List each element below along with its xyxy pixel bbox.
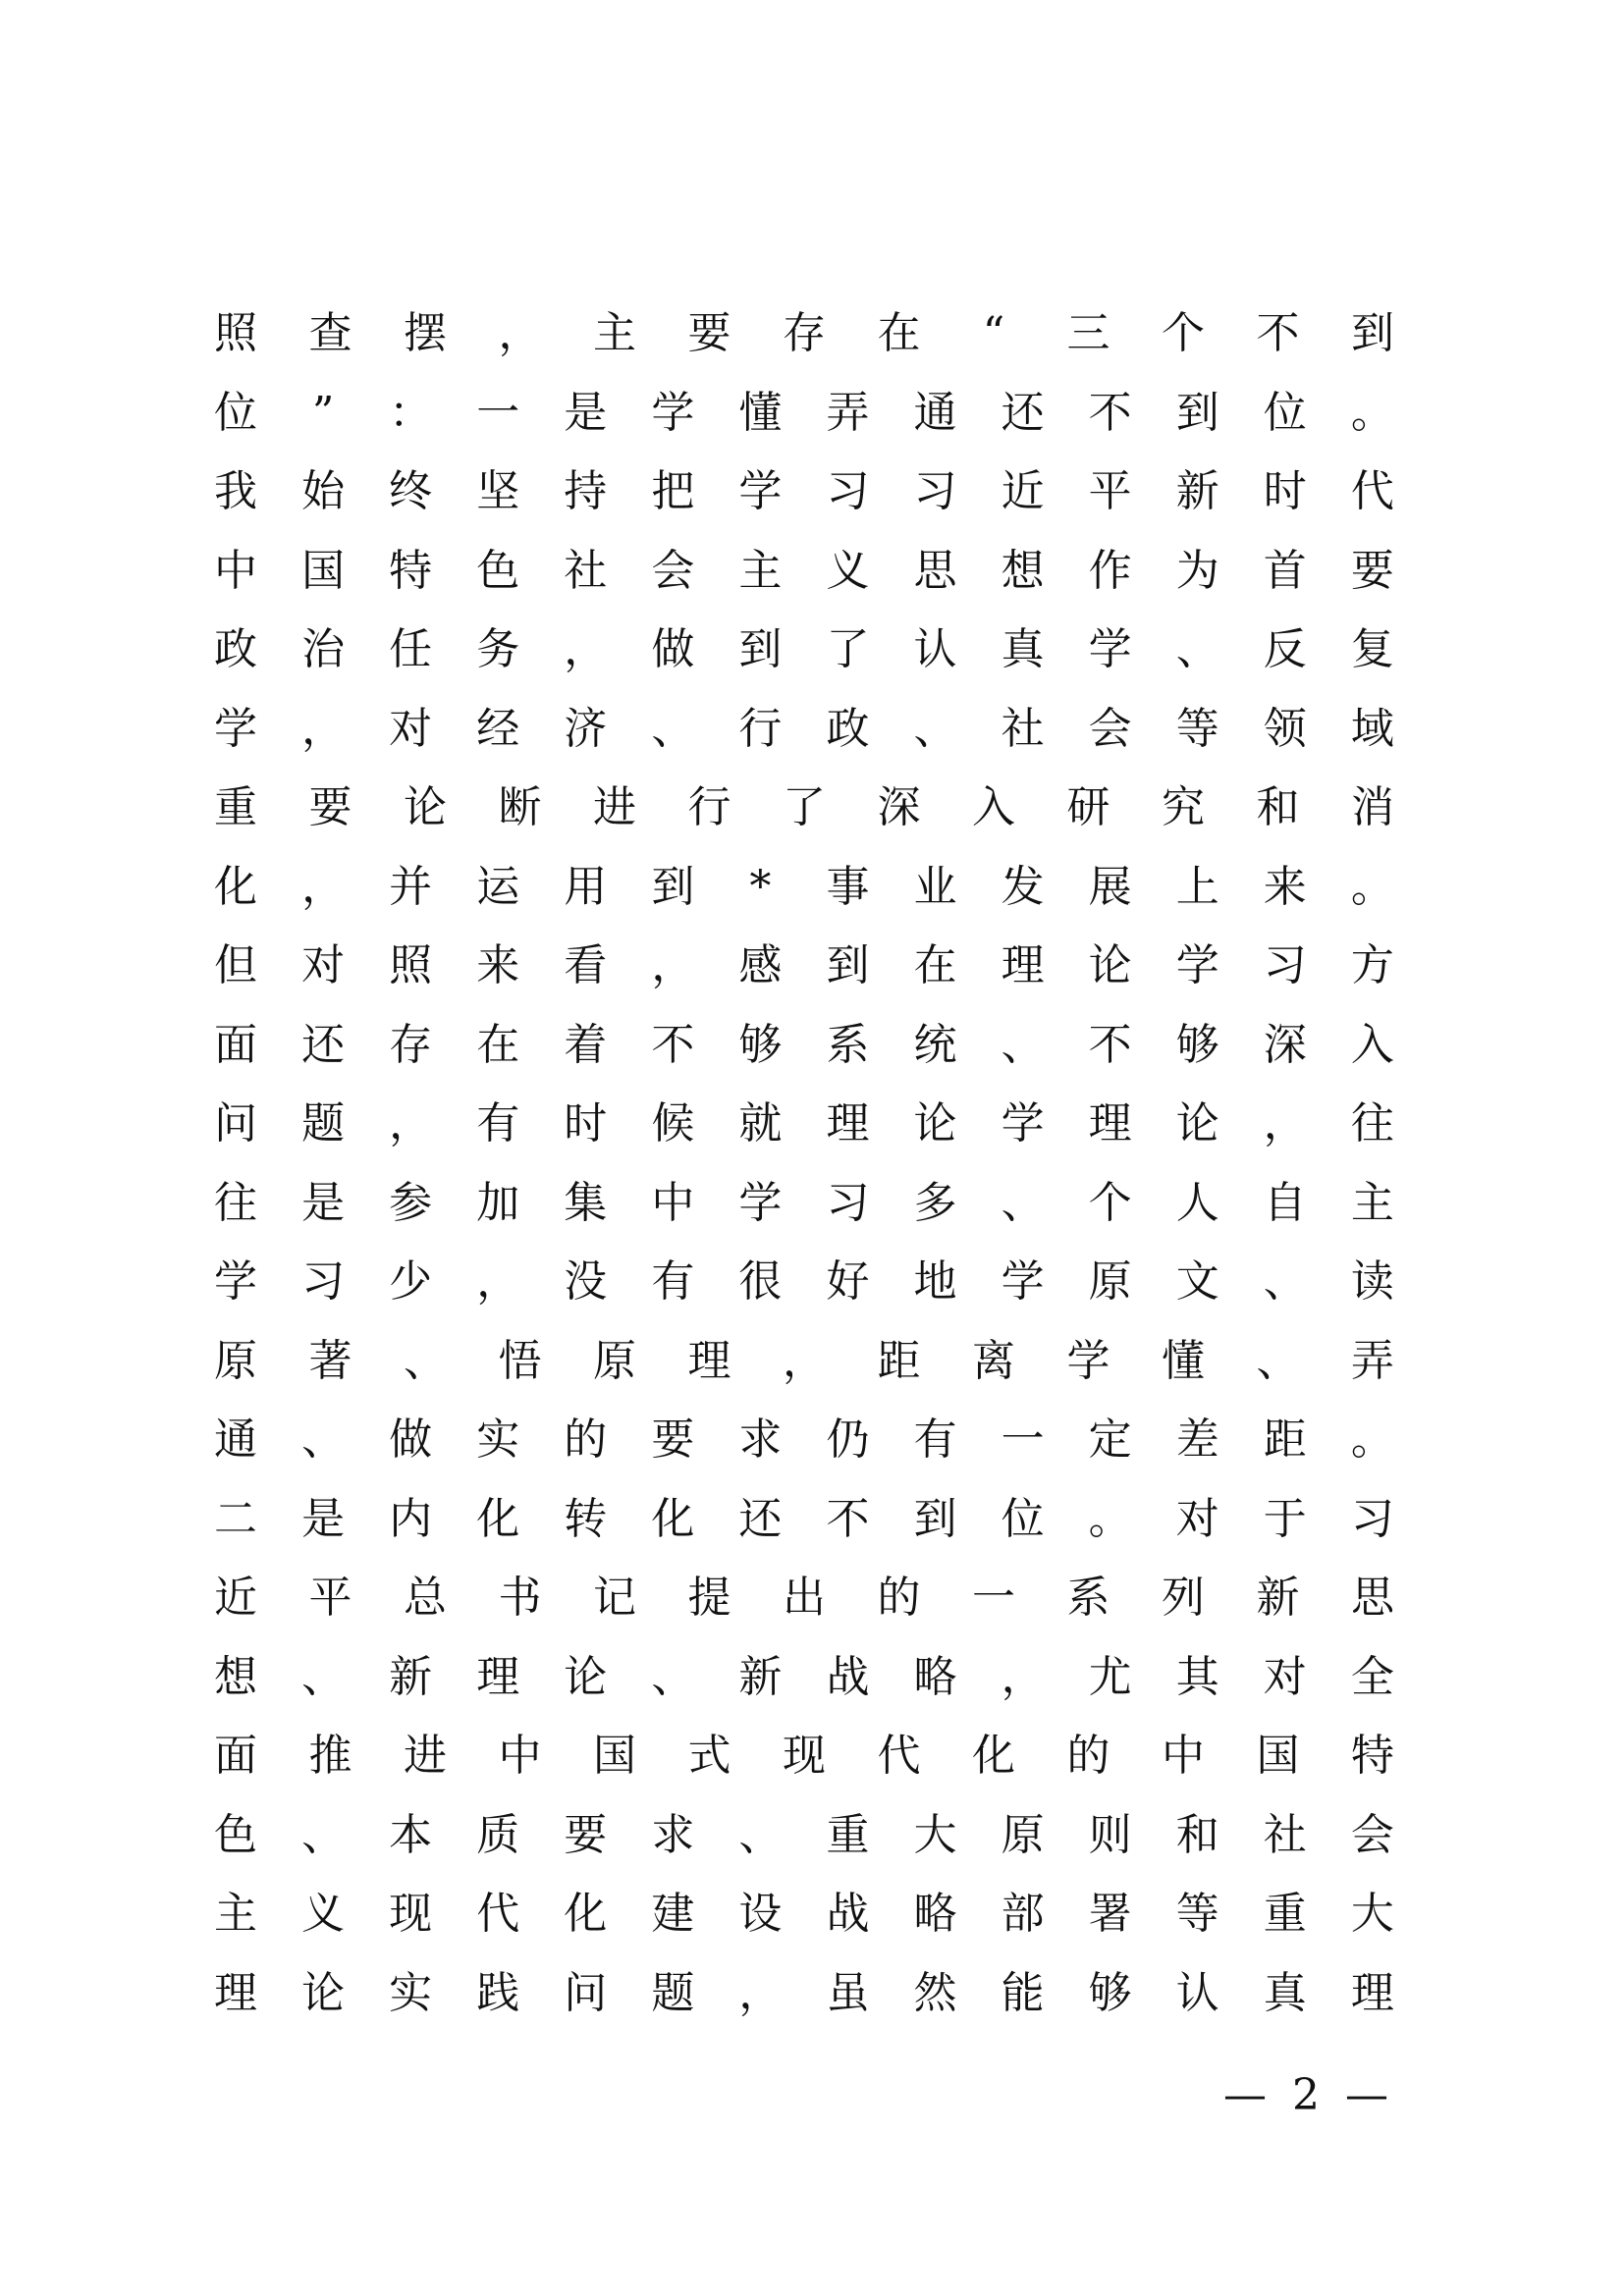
text-line: 近 平 总 书 记 提 出 的 一 系 列 新 思: [214, 1573, 1394, 1623]
text-line: 学 ， 对 经 济 、 行 政 、 社 会 等 领 域: [214, 703, 1394, 754]
text-line: 通 、 做 实 的 要 求 仍 有 一 定 差 距 。: [214, 1415, 1394, 1465]
text-line: 化 ， 并 运 用 到 * 事 业 发 展 上 来 。: [214, 861, 1394, 912]
body-text: [214, 294, 1394, 2033]
text-line: 政 治 任 务 ， 做 到 了 认 真 学 、 反 复: [214, 624, 1394, 674]
page-number: — 2 —: [1223, 2070, 1394, 2120]
text-line: 问 题 ， 有 时 候 就 理 论 学 理 论 ， 往: [214, 1098, 1394, 1148]
text-line: 面 还 存 在 着 不 够 系 统 、 不 够 深 入: [214, 1019, 1394, 1070]
text-line: 面 推 进 中 国 式 现 代 化 的 中 国 特: [214, 1731, 1394, 1781]
text-line: 我 始 终 坚 持 把 学 习 习 近 平 新 时 代: [214, 466, 1394, 516]
text-line: 但 对 照 来 看 ， 感 到 在 理 论 学 习 方: [214, 940, 1394, 990]
text-line: 学 习 少 ， 没 有 很 好 地 学 原 文 、 读: [214, 1256, 1394, 1307]
text-line: 二 是 内 化 转 化 还 不 到 位 。 对 于 习: [214, 1493, 1394, 1544]
text-line: 位 ” ： 一 是 学 懂 弄 通 还 不 到 位 。: [214, 387, 1394, 438]
text-line: 原 著 、 悟 原 理 ， 距 离 学 懂 、 弄: [214, 1335, 1394, 1386]
text-line: 往 是 参 加 集 中 学 习 多 、 个 人 自 主: [214, 1177, 1394, 1228]
text-line: 照 查 摆 ， 主 要 存 在 “ 三 个 不 到: [214, 308, 1394, 358]
text-line: 色 、 本 质 要 求 、 重 大 原 则 和 社 会: [214, 1809, 1394, 1860]
text-line: 中 国 特 色 社 会 主 义 思 想 作 为 首 要: [214, 545, 1394, 596]
text-line: 重 要 论 断 进 行 了 深 入 研 究 和 消: [214, 782, 1394, 832]
text-line: 想 、 新 理 论 、 新 战 略 ， 尤 其 对 全: [214, 1651, 1394, 1702]
text-line: 主 义 现 代 化 建 设 战 略 部 署 等 重 大: [214, 1889, 1394, 1939]
text-line: 理 论 实 践 问 题 ， 虽 然 能 够 认 真 理: [214, 1967, 1394, 2018]
